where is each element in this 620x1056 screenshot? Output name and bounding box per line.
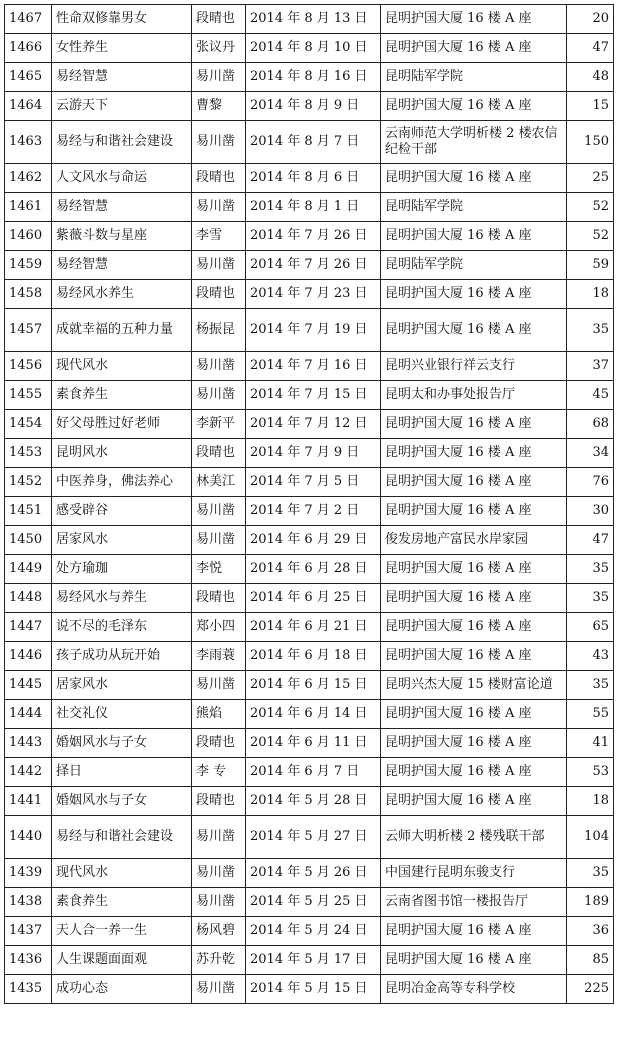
lecture-venue: 昆明护国大厦 16 楼 A 座 bbox=[381, 222, 567, 251]
table-row bbox=[5, 729, 614, 758]
lecture-topic: 婚姻风水与子女 bbox=[52, 729, 192, 758]
table-row bbox=[5, 164, 614, 193]
lecture-venue: 昆明护国大厦 16 楼 A 座 bbox=[381, 497, 567, 526]
lecture-date: 2014 年 6 月 28 日 bbox=[246, 555, 381, 584]
lecture-number: 1449 bbox=[5, 555, 52, 584]
attendee-count: 65 bbox=[567, 613, 614, 642]
lecture-number: 1446 bbox=[5, 642, 52, 671]
lecture-speaker: 段晴也 bbox=[192, 787, 246, 816]
lecture-number: 1460 bbox=[5, 222, 52, 251]
lecture-date: 2014 年 8 月 6 日 bbox=[246, 164, 381, 193]
lecture-venue: 昆明护国大厦 16 楼 A 座 bbox=[381, 34, 567, 63]
lecture-venue: 昆明护国大厦 16 楼 A 座 bbox=[381, 555, 567, 584]
attendee-count: 85 bbox=[567, 946, 614, 975]
lecture-number: 1437 bbox=[5, 917, 52, 946]
lecture-speaker: 杨振昆 bbox=[192, 309, 246, 352]
table-row bbox=[5, 888, 614, 917]
lecture-number: 1451 bbox=[5, 497, 52, 526]
table-row bbox=[5, 121, 614, 164]
lecture-venue: 昆明护国大厦 16 楼 A 座 bbox=[381, 5, 567, 34]
lecture-speaker: 李雪 bbox=[192, 222, 246, 251]
lecture-venue: 昆明陆军学院 bbox=[381, 63, 567, 92]
table-row bbox=[5, 468, 614, 497]
lecture-date: 2014 年 8 月 1 日 bbox=[246, 193, 381, 222]
lecture-speaker: 段晴也 bbox=[192, 280, 246, 309]
lecture-number: 1442 bbox=[5, 758, 52, 787]
lecture-number: 1445 bbox=[5, 671, 52, 700]
lecture-speaker: 易川凿 bbox=[192, 975, 246, 1004]
lecture-speaker: 杨风碧 bbox=[192, 917, 246, 946]
table-row bbox=[5, 352, 614, 381]
lecture-speaker: 熊焰 bbox=[192, 700, 246, 729]
lecture-speaker: 易川凿 bbox=[192, 121, 246, 164]
attendee-count: 52 bbox=[567, 193, 614, 222]
lecture-date: 2014 年 7 月 19 日 bbox=[246, 309, 381, 352]
attendee-count: 59 bbox=[567, 251, 614, 280]
attendee-count: 225 bbox=[567, 975, 614, 1004]
lecture-date: 2014 年 6 月 29 日 bbox=[246, 526, 381, 555]
lecture-venue: 昆明陆军学院 bbox=[381, 193, 567, 222]
lecture-topic: 成就幸福的五种力量 bbox=[52, 309, 192, 352]
attendee-count: 52 bbox=[567, 222, 614, 251]
lecture-speaker: 易川凿 bbox=[192, 526, 246, 555]
lecture-venue: 昆明护国大厦 16 楼 A 座 bbox=[381, 164, 567, 193]
lecture-topic: 人文风水与命运 bbox=[52, 164, 192, 193]
attendee-count: 18 bbox=[567, 787, 614, 816]
lecture-speaker: 易川凿 bbox=[192, 381, 246, 410]
lecture-venue: 云南省图书馆一楼报告厅 bbox=[381, 888, 567, 917]
lecture-venue: 中国建行昆明东骏支行 bbox=[381, 859, 567, 888]
lecture-number: 1436 bbox=[5, 946, 52, 975]
lecture-number: 1459 bbox=[5, 251, 52, 280]
table-row bbox=[5, 642, 614, 671]
table-row bbox=[5, 613, 614, 642]
lecture-speaker: 李悦 bbox=[192, 555, 246, 584]
table-row bbox=[5, 251, 614, 280]
lecture-date: 2014 年 6 月 15 日 bbox=[246, 671, 381, 700]
lecture-venue: 昆明兴业银行祥云支行 bbox=[381, 352, 567, 381]
lecture-number: 1438 bbox=[5, 888, 52, 917]
lecture-speaker: 李雨蓑 bbox=[192, 642, 246, 671]
lecture-venue: 俊发房地产富民水岸家园 bbox=[381, 526, 567, 555]
table-row bbox=[5, 5, 614, 34]
lecture-venue: 昆明护国大厦 16 楼 A 座 bbox=[381, 439, 567, 468]
lecture-date: 2014 年 8 月 16 日 bbox=[246, 63, 381, 92]
lecture-date: 2014 年 5 月 28 日 bbox=[246, 787, 381, 816]
lecture-number: 1462 bbox=[5, 164, 52, 193]
table-row bbox=[5, 584, 614, 613]
lecture-date: 2014 年 5 月 25 日 bbox=[246, 888, 381, 917]
table-row bbox=[5, 671, 614, 700]
attendee-count: 37 bbox=[567, 352, 614, 381]
lecture-speaker: 易川凿 bbox=[192, 671, 246, 700]
lecture-topic: 居家风水 bbox=[52, 671, 192, 700]
table-row bbox=[5, 34, 614, 63]
lecture-speaker: 段晴也 bbox=[192, 729, 246, 758]
attendee-count: 104 bbox=[567, 816, 614, 859]
lecture-topic: 现代风水 bbox=[52, 859, 192, 888]
lecture-date: 2014 年 7 月 5 日 bbox=[246, 468, 381, 497]
lecture-venue: 昆明陆军学院 bbox=[381, 251, 567, 280]
lecture-topic: 感受辟谷 bbox=[52, 497, 192, 526]
table-row bbox=[5, 859, 614, 888]
attendee-count: 55 bbox=[567, 700, 614, 729]
lecture-topic: 性命双修靠男女 bbox=[52, 5, 192, 34]
lecture-venue: 昆明护国大厦 16 楼 A 座 bbox=[381, 917, 567, 946]
attendee-count: 43 bbox=[567, 642, 614, 671]
lecture-table-body bbox=[5, 5, 614, 1004]
lecture-number: 1467 bbox=[5, 5, 52, 34]
attendee-count: 35 bbox=[567, 309, 614, 352]
lecture-number: 1435 bbox=[5, 975, 52, 1004]
lecture-venue: 昆明护国大厦 16 楼 A 座 bbox=[381, 468, 567, 497]
attendee-count: 47 bbox=[567, 526, 614, 555]
lecture-speaker: 易川凿 bbox=[192, 63, 246, 92]
lecture-date: 2014 年 5 月 17 日 bbox=[246, 946, 381, 975]
lecture-date: 2014 年 6 月 11 日 bbox=[246, 729, 381, 758]
attendee-count: 76 bbox=[567, 468, 614, 497]
lecture-date: 2014 年 5 月 27 日 bbox=[246, 816, 381, 859]
attendee-count: 35 bbox=[567, 671, 614, 700]
lecture-date: 2014 年 8 月 9 日 bbox=[246, 92, 381, 121]
lecture-topic: 说不尽的毛泽东 bbox=[52, 613, 192, 642]
lecture-topic: 现代风水 bbox=[52, 352, 192, 381]
lecture-topic: 易经与和谐社会建设 bbox=[52, 816, 192, 859]
lecture-topic: 紫薇斗数与星座 bbox=[52, 222, 192, 251]
table-row bbox=[5, 309, 614, 352]
lecture-number: 1454 bbox=[5, 410, 52, 439]
lecture-speaker: 苏升乾 bbox=[192, 946, 246, 975]
lecture-speaker: 李 专 bbox=[192, 758, 246, 787]
lecture-date: 2014 年 8 月 7 日 bbox=[246, 121, 381, 164]
lecture-topic: 易经与和谐社会建设 bbox=[52, 121, 192, 164]
lecture-number: 1450 bbox=[5, 526, 52, 555]
attendee-count: 30 bbox=[567, 497, 614, 526]
lecture-number: 1447 bbox=[5, 613, 52, 642]
table-row bbox=[5, 526, 614, 555]
lecture-speaker: 段晴也 bbox=[192, 584, 246, 613]
lecture-number: 1463 bbox=[5, 121, 52, 164]
lecture-venue: 昆明护国大厦 16 楼 A 座 bbox=[381, 787, 567, 816]
lecture-speaker: 段晴也 bbox=[192, 5, 246, 34]
lecture-date: 2014 年 7 月 16 日 bbox=[246, 352, 381, 381]
lecture-date: 2014 年 7 月 23 日 bbox=[246, 280, 381, 309]
table-row bbox=[5, 787, 614, 816]
lecture-speaker: 易川凿 bbox=[192, 859, 246, 888]
lecture-number: 1466 bbox=[5, 34, 52, 63]
lecture-topic: 云游天下 bbox=[52, 92, 192, 121]
attendee-count: 25 bbox=[567, 164, 614, 193]
table-row bbox=[5, 816, 614, 859]
lecture-speaker: 易川凿 bbox=[192, 816, 246, 859]
table-row bbox=[5, 497, 614, 526]
lecture-venue: 昆明护国大厦 16 楼 A 座 bbox=[381, 410, 567, 439]
lecture-speaker: 郑小四 bbox=[192, 613, 246, 642]
table-row bbox=[5, 381, 614, 410]
lecture-speaker: 段晴也 bbox=[192, 164, 246, 193]
lecture-venue: 昆明兴杰大厦 15 楼财富论道 bbox=[381, 671, 567, 700]
lecture-topic: 素食养生 bbox=[52, 381, 192, 410]
lecture-date: 2014 年 8 月 13 日 bbox=[246, 5, 381, 34]
table-row bbox=[5, 975, 614, 1004]
lecture-number: 1458 bbox=[5, 280, 52, 309]
lecture-speaker: 易川凿 bbox=[192, 251, 246, 280]
table-row bbox=[5, 439, 614, 468]
attendee-count: 36 bbox=[567, 917, 614, 946]
attendee-count: 15 bbox=[567, 92, 614, 121]
lecture-number: 1439 bbox=[5, 859, 52, 888]
lecture-topic: 成功心态 bbox=[52, 975, 192, 1004]
lecture-date: 2014 年 7 月 15 日 bbox=[246, 381, 381, 410]
lecture-topic: 易经风水与养生 bbox=[52, 584, 192, 613]
lecture-venue: 昆明护国大厦 16 楼 A 座 bbox=[381, 92, 567, 121]
attendee-count: 18 bbox=[567, 280, 614, 309]
lecture-number: 1453 bbox=[5, 439, 52, 468]
lecture-venue: 云师大明析楼 2 楼残联干部 bbox=[381, 816, 567, 859]
lecture-date: 2014 年 6 月 25 日 bbox=[246, 584, 381, 613]
lecture-topic: 中医养身，佛法养心 bbox=[52, 468, 192, 497]
lecture-date: 2014 年 7 月 26 日 bbox=[246, 251, 381, 280]
lecture-date: 2014 年 6 月 18 日 bbox=[246, 642, 381, 671]
lecture-topic: 孩子成功从玩开始 bbox=[52, 642, 192, 671]
attendee-count: 68 bbox=[567, 410, 614, 439]
lecture-number: 1443 bbox=[5, 729, 52, 758]
lecture-venue: 昆明冶金高等专科学校 bbox=[381, 975, 567, 1004]
lecture-speaker: 李新平 bbox=[192, 410, 246, 439]
table-row bbox=[5, 758, 614, 787]
lecture-speaker: 易川凿 bbox=[192, 497, 246, 526]
attendee-count: 53 bbox=[567, 758, 614, 787]
lecture-venue: 昆明护国大厦 16 楼 A 座 bbox=[381, 700, 567, 729]
lecture-topic: 择日 bbox=[52, 758, 192, 787]
lecture-date: 2014 年 7 月 9 日 bbox=[246, 439, 381, 468]
lecture-topic: 天人合一养一生 bbox=[52, 917, 192, 946]
attendee-count: 47 bbox=[567, 34, 614, 63]
table-row bbox=[5, 410, 614, 439]
lecture-date: 2014 年 8 月 10 日 bbox=[246, 34, 381, 63]
lecture-number: 1465 bbox=[5, 63, 52, 92]
table-row bbox=[5, 63, 614, 92]
lecture-table bbox=[4, 4, 614, 1004]
lecture-date: 2014 年 7 月 12 日 bbox=[246, 410, 381, 439]
lecture-topic: 好父母胜过好老师 bbox=[52, 410, 192, 439]
attendee-count: 189 bbox=[567, 888, 614, 917]
lecture-number: 1444 bbox=[5, 700, 52, 729]
lecture-topic: 昆明风水 bbox=[52, 439, 192, 468]
table-row bbox=[5, 92, 614, 121]
lecture-topic: 易经智慧 bbox=[52, 63, 192, 92]
lecture-date: 2014 年 7 月 26 日 bbox=[246, 222, 381, 251]
lecture-venue: 昆明太和办事处报告厅 bbox=[381, 381, 567, 410]
table-row bbox=[5, 700, 614, 729]
table-row bbox=[5, 917, 614, 946]
lecture-number: 1448 bbox=[5, 584, 52, 613]
lecture-venue: 昆明护国大厦 16 楼 A 座 bbox=[381, 280, 567, 309]
lecture-venue: 昆明护国大厦 16 楼 A 座 bbox=[381, 729, 567, 758]
lecture-topic: 居家风水 bbox=[52, 526, 192, 555]
lecture-number: 1461 bbox=[5, 193, 52, 222]
attendee-count: 20 bbox=[567, 5, 614, 34]
lecture-date: 2014 年 5 月 15 日 bbox=[246, 975, 381, 1004]
lecture-date: 2014 年 5 月 24 日 bbox=[246, 917, 381, 946]
table-row bbox=[5, 555, 614, 584]
lecture-date: 2014 年 6 月 14 日 bbox=[246, 700, 381, 729]
lecture-topic: 女性养生 bbox=[52, 34, 192, 63]
lecture-date: 2014 年 5 月 26 日 bbox=[246, 859, 381, 888]
attendee-count: 41 bbox=[567, 729, 614, 758]
lecture-speaker: 易川凿 bbox=[192, 352, 246, 381]
attendee-count: 35 bbox=[567, 555, 614, 584]
lecture-venue: 昆明护国大厦 16 楼 A 座 bbox=[381, 946, 567, 975]
attendee-count: 35 bbox=[567, 859, 614, 888]
lecture-topic: 素食养生 bbox=[52, 888, 192, 917]
lecture-speaker: 易川凿 bbox=[192, 193, 246, 222]
lecture-number: 1440 bbox=[5, 816, 52, 859]
lecture-date: 2014 年 7 月 2 日 bbox=[246, 497, 381, 526]
lecture-number: 1464 bbox=[5, 92, 52, 121]
lecture-topic: 人生课题面面观 bbox=[52, 946, 192, 975]
lecture-speaker: 曹黎 bbox=[192, 92, 246, 121]
attendee-count: 34 bbox=[567, 439, 614, 468]
lecture-number: 1452 bbox=[5, 468, 52, 497]
lecture-date: 2014 年 6 月 7 日 bbox=[246, 758, 381, 787]
attendee-count: 150 bbox=[567, 121, 614, 164]
attendee-count: 35 bbox=[567, 584, 614, 613]
attendee-count: 48 bbox=[567, 63, 614, 92]
lecture-number: 1457 bbox=[5, 309, 52, 352]
lecture-topic: 易经智慧 bbox=[52, 251, 192, 280]
lecture-venue: 昆明护国大厦 16 楼 A 座 bbox=[381, 309, 567, 352]
lecture-speaker: 易川凿 bbox=[192, 888, 246, 917]
table-row bbox=[5, 193, 614, 222]
lecture-topic: 社交礼仪 bbox=[52, 700, 192, 729]
lecture-speaker: 张议丹 bbox=[192, 34, 246, 63]
lecture-speaker: 林美江 bbox=[192, 468, 246, 497]
lecture-number: 1456 bbox=[5, 352, 52, 381]
lecture-venue: 云南师范大学明析楼 2 楼农信纪检干部 bbox=[381, 121, 567, 164]
lecture-number: 1455 bbox=[5, 381, 52, 410]
lecture-speaker: 段晴也 bbox=[192, 439, 246, 468]
table-row bbox=[5, 946, 614, 975]
lecture-topic: 易经风水养生 bbox=[52, 280, 192, 309]
lecture-topic: 婚姻风水与子女 bbox=[52, 787, 192, 816]
lecture-topic: 易经智慧 bbox=[52, 193, 192, 222]
lecture-topic: 处方瑜珈 bbox=[52, 555, 192, 584]
table-row bbox=[5, 222, 614, 251]
lecture-venue: 昆明护国大厦 16 楼 A 座 bbox=[381, 642, 567, 671]
lecture-number: 1441 bbox=[5, 787, 52, 816]
lecture-venue: 昆明护国大厦 16 楼 A 座 bbox=[381, 758, 567, 787]
lecture-venue: 昆明护国大厦 16 楼 A 座 bbox=[381, 613, 567, 642]
table-row bbox=[5, 280, 614, 309]
lecture-venue: 昆明护国大厦 16 楼 A 座 bbox=[381, 584, 567, 613]
attendee-count: 45 bbox=[567, 381, 614, 410]
lecture-date: 2014 年 6 月 21 日 bbox=[246, 613, 381, 642]
